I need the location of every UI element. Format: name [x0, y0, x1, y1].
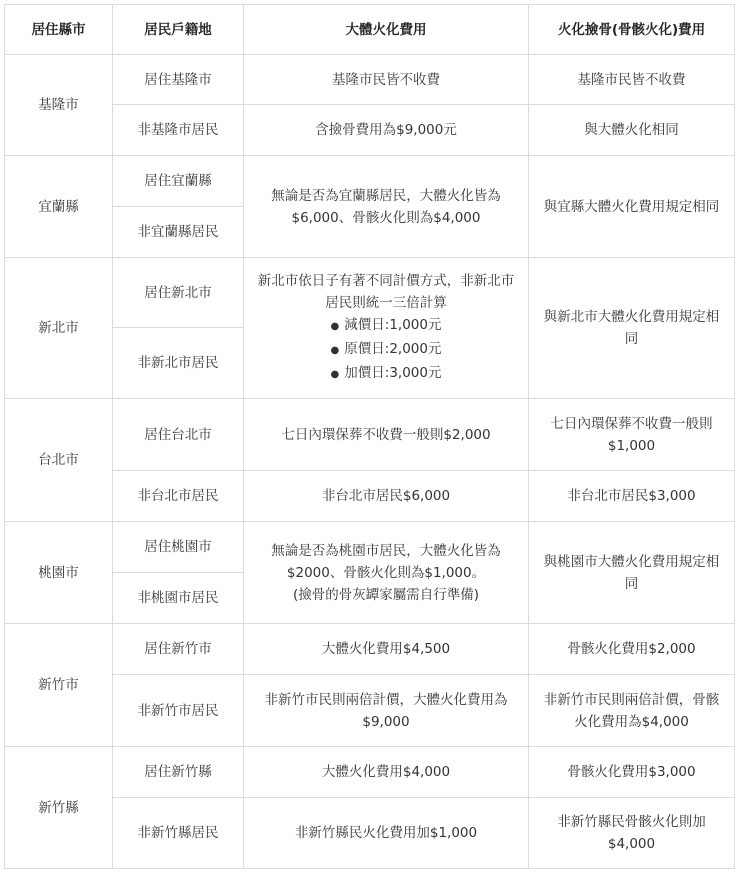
- bone-fee-cell: 骨骸火化費用$2,000: [529, 624, 735, 675]
- header-city: 居住縣市: [5, 5, 113, 55]
- table-row: [5, 258, 735, 328]
- residence-cell: 非新竹縣居民: [113, 798, 244, 869]
- body-fee-cell: 含撿骨費用為$9,000元: [244, 105, 529, 156]
- body-fee-cell: [244, 258, 529, 399]
- bone-fee-cell: 七日內環保葬不收費一般則$1,000: [529, 399, 735, 471]
- body-fee-text: 無論是否為桃園市居民，大體火化皆為$2000、骨骸火化則為$1,000。: [271, 542, 501, 581]
- city-cell: 新北市: [5, 258, 113, 399]
- city-cell: 宜蘭縣: [5, 156, 113, 258]
- bone-fee-cell: 與桃園市大體火化費用規定相同: [529, 522, 735, 624]
- residence-cell: 居住新北市: [113, 258, 244, 328]
- body-fee-cell: 大體火化費用$4,500: [244, 624, 529, 675]
- list-item: ● 加價日:3,000元: [254, 362, 518, 386]
- body-fee-cell: 基隆市民皆不收費: [244, 55, 529, 105]
- header-bone-cremation: 火化撿骨(骨骸火化)費用: [529, 5, 735, 55]
- bone-fee-cell: 與大體火化相同: [529, 105, 735, 156]
- residence-cell: 非宜蘭縣居民: [113, 207, 244, 258]
- body-fee-note: (撿骨的骨灰罈家屬需自行準備): [292, 586, 480, 603]
- bone-fee-cell: 骨骸火化費用$3,000: [529, 747, 735, 798]
- table-row: [5, 747, 735, 798]
- table-row: [5, 624, 735, 675]
- table-container: [4, 4, 734, 869]
- header-residence: 居民戶籍地: [113, 5, 244, 55]
- bone-fee-cell: 非新竹市民則兩倍計價，骨骸火化費用為$4,000: [529, 675, 735, 747]
- price-day-list: [254, 314, 518, 386]
- body-fee-cell: 非台北市居民$6,000: [244, 471, 529, 522]
- table-row: [5, 156, 735, 207]
- residence-cell: 居住宜蘭縣: [113, 156, 244, 207]
- residence-cell: 非台北市居民: [113, 471, 244, 522]
- body-fee-intro: 新北市依日子有著不同計價方式，非新北市居民則統一三倍計算: [257, 273, 515, 311]
- residence-cell: 居住新竹市: [113, 624, 244, 675]
- table-row: [5, 105, 735, 156]
- residence-cell: 非基隆市居民: [113, 105, 244, 156]
- table-row: [5, 798, 735, 869]
- header-body-cremation: 大體火化費用: [244, 5, 529, 55]
- table-row: [5, 471, 735, 522]
- city-cell: 新竹市: [5, 624, 113, 747]
- residence-cell: 非新北市居民: [113, 328, 244, 399]
- body-fee-cell: 非新竹市民則兩倍計價，大體火化費用為$9,000: [244, 675, 529, 747]
- body-fee-cell: 大體火化費用$4,000: [244, 747, 529, 798]
- residence-cell: 居住台北市: [113, 399, 244, 471]
- residence-cell: 非桃園市居民: [113, 573, 244, 624]
- bone-fee-cell: 非台北市居民$3,000: [529, 471, 735, 522]
- residence-cell: 居住桃園市: [113, 522, 244, 573]
- table-header-row: [5, 5, 735, 55]
- table-row: [5, 399, 735, 471]
- residence-cell: 居住新竹縣: [113, 747, 244, 798]
- body-fee-cell: 無論是否為宜蘭縣居民，大體火化皆為$6,000、骨骸火化則為$4,000: [244, 156, 529, 258]
- body-fee-cell: [244, 522, 529, 624]
- residence-cell: 居住基隆市: [113, 55, 244, 105]
- table-row: [5, 675, 735, 747]
- table-row: [5, 55, 735, 105]
- list-item: ● 減價日:1,000元: [254, 314, 518, 338]
- residence-cell: 非新竹市居民: [113, 675, 244, 747]
- city-cell: 基隆市: [5, 55, 113, 156]
- city-cell: 台北市: [5, 399, 113, 522]
- city-cell: 桃園市: [5, 522, 113, 624]
- body-fee-cell: 非新竹縣民火化費用加$1,000: [244, 798, 529, 869]
- body-fee-cell: 七日內環保葬不收費一般則$2,000: [244, 399, 529, 471]
- bone-fee-cell: 與新北市大體火化費用規定相同: [529, 258, 735, 399]
- bone-fee-cell: 非新竹縣民骨骸火化則加$4,000: [529, 798, 735, 869]
- bone-fee-cell: 基隆市民皆不收費: [529, 55, 735, 105]
- city-cell: 新竹縣: [5, 747, 113, 869]
- cremation-fee-table: [4, 4, 735, 869]
- table-row: [5, 522, 735, 573]
- bone-fee-cell: 與宜縣大體火化費用規定相同: [529, 156, 735, 258]
- list-item: ● 原價日:2,000元: [254, 338, 518, 362]
